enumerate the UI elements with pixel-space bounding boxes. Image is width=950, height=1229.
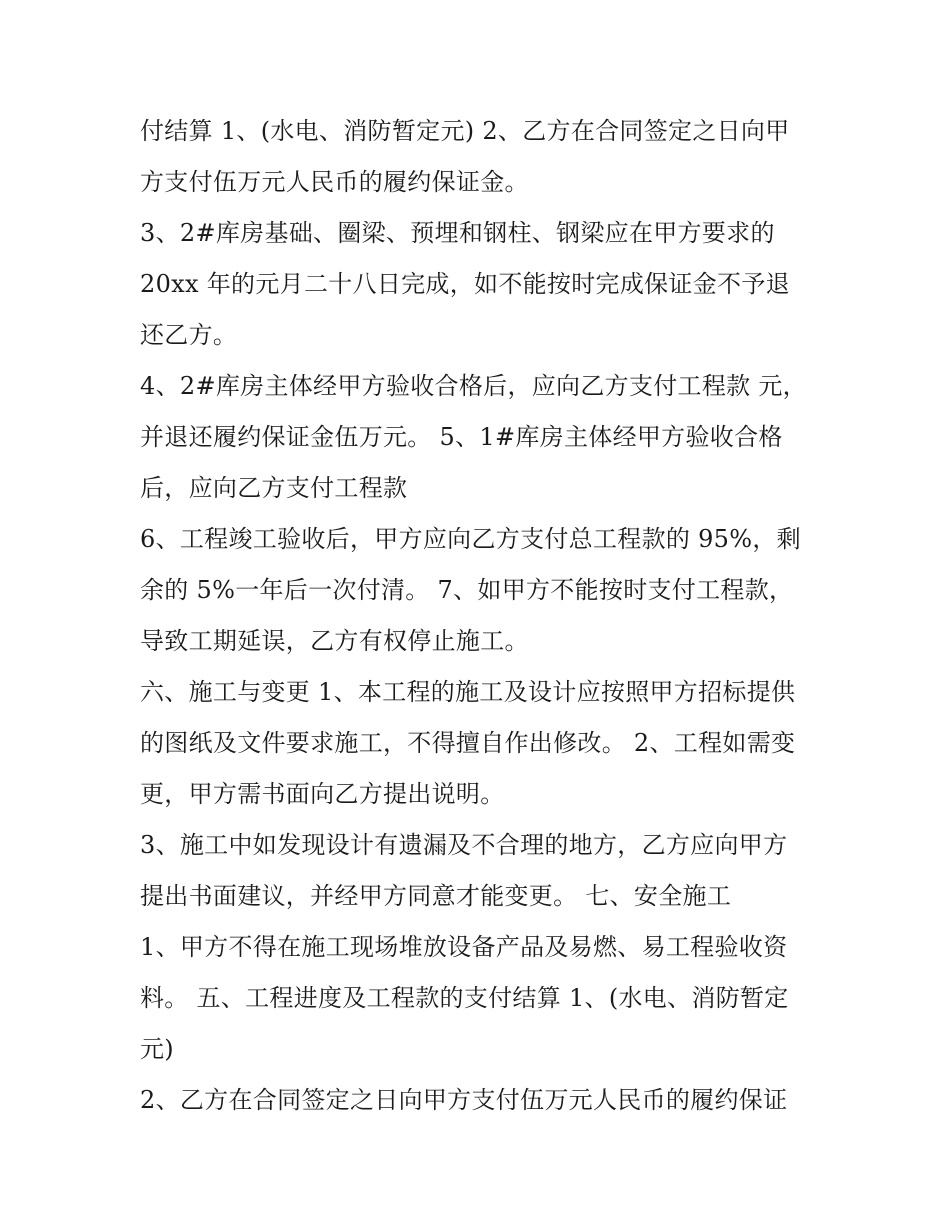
text-line-15: 3、施工中如发现设计有遗漏及不合理的地方，乙方应向甲方 [140,831,788,859]
text-line-20: 2、乙方在合同签定之日向甲方支付伍万元人民币的履约保证 [140,1086,788,1114]
text-line-11: 导致工期延误，乙方有权停止施工。 [140,627,529,655]
text-line-13: 的图纸及文件要求施工，不得擅自作出修改。 2、工程如需变 [140,729,796,757]
document-body [140,106,820,1126]
text-line-5: 还乙方。 [140,321,238,349]
text-line-9: 6、工程竣工验收后，甲方应向乙方支付总工程款的 95%，剩 [140,525,801,553]
text-line-4: 20xx 年的元月二十八日完成，如不能按时完成保证金不予退 [140,270,790,298]
text-line-10: 余的 5%一年后一次付清。 7、如甲方不能按时支付工程款， [140,576,794,604]
text-line-3: 3、2#库房基础、圈梁、预埋和钢柱、钢梁应在甲方要求的 [140,219,775,247]
text-line-1: 付结算 1、(水电、消防暂定元) 2、乙方在合同签定之日向甲 [140,117,790,145]
text-line-2: 方支付伍万元人民币的履约保证金。 [140,168,529,196]
text-line-12: 六、施工与变更 1、本工程的施工及设计应按照甲方招标提供 [140,678,796,706]
text-line-6: 4、2#库房主体经甲方验收合格后，应向乙方支付工程款 元， [140,372,807,400]
text-line-8: 后，应向乙方支付工程款 [140,474,408,502]
text-line-14: 更，甲方需书面向乙方提出说明。 [140,780,505,808]
text-line-18: 料。 五、工程进度及工程款的支付结算 1、(水电、消防暂定 [140,984,789,1012]
text-line-17: 1、甲方不得在施工现场堆放设备产品及易燃、易工程验收资 [140,933,788,961]
text-line-7: 并退还履约保证金伍万元。 5、1#库房主体经甲方验收合格 [140,423,783,451]
text-line-16: 提出书面建议，并经甲方同意才能变更。 七、安全施工 [140,882,732,910]
text-line-19: 元) [140,1035,174,1063]
